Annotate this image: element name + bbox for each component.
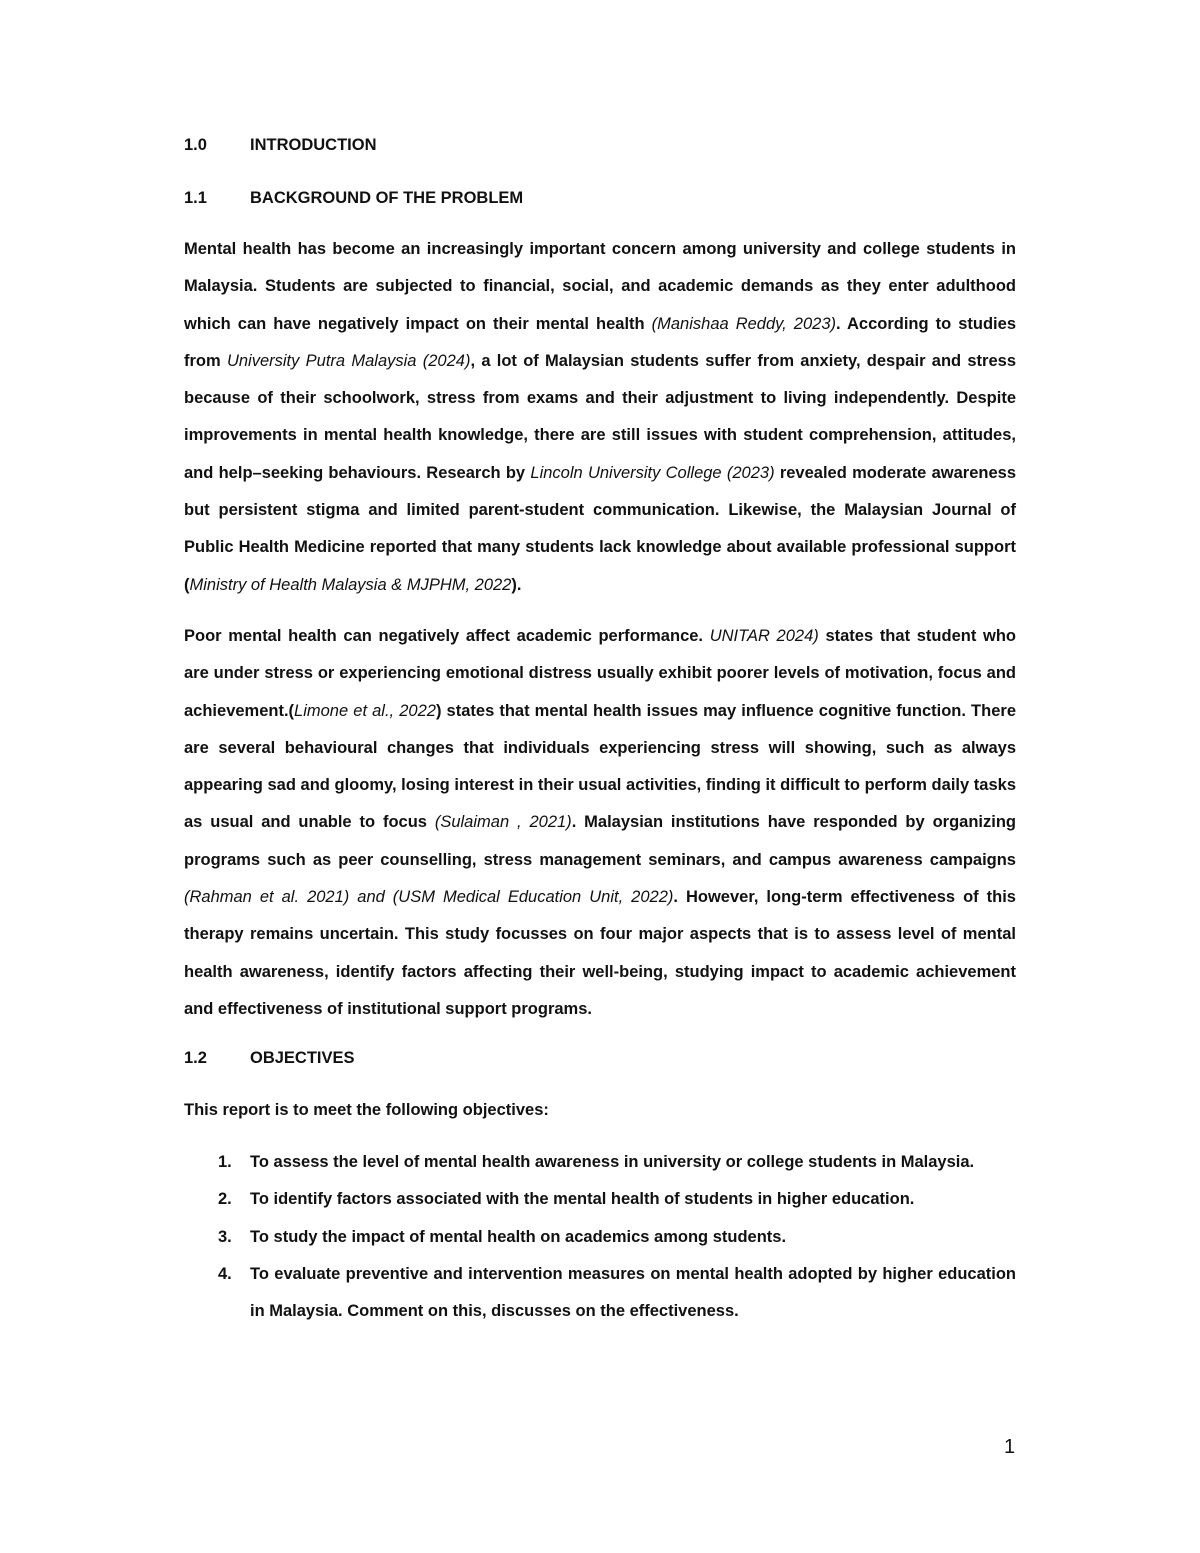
section-heading-objectives	[184, 1049, 355, 1068]
paragraph-text: states that student who are under stress or experiencing emotional distress usually exhibit poorer levels of motivation, focus and achievement.(	[184, 627, 1016, 720]
objectives-intro: This report is to meet the following objectives:	[184, 1101, 549, 1119]
objective-item	[184, 1256, 1016, 1331]
section-heading-background	[184, 189, 523, 208]
objectives-list	[184, 1144, 1016, 1330]
objective-text: To study the impact of mental health on academics among students.	[250, 1227, 787, 1246]
objective-item	[184, 1219, 1016, 1256]
objective-number: 2.	[218, 1190, 232, 1209]
citation: (Rahman et al. 2021) and (USM Medical Education Unit, 2022)	[184, 888, 674, 907]
objective-number: 3.	[218, 1227, 232, 1246]
paragraph-text: Poor mental health can negatively affect academic performance.	[184, 627, 710, 645]
objective-text: To evaluate preventive and intervention measures on mental health adopted by higher education in Malaysia. Comment on this, discusses on the effectiveness.	[250, 1264, 1016, 1321]
paragraph-text: ).	[511, 575, 522, 594]
objective-text: To assess the level of mental health awareness in university or college students in Malaysia.	[250, 1153, 975, 1171]
citation: Lincoln University College (2023)	[530, 463, 775, 482]
background-paragraph-2	[184, 618, 1016, 1028]
section-number: 1.2	[184, 1049, 207, 1067]
objective-item	[184, 1144, 1016, 1181]
objective-item	[184, 1181, 1016, 1218]
paragraph-text: Mental health has become an increasingly important concern among university and college students in Malaysia. Students are subjected to financial, social, and academic demands as they enter adulthood which can have negatively impact on their mental health	[184, 240, 1016, 333]
paragraph-text: . Malaysian institutions have responded by organizing programs such as peer counselling, stress management seminars, and campus awareness campaigns	[184, 813, 1016, 869]
section-title: OBJECTIVES	[250, 1049, 355, 1067]
citation: University Putra Malaysia (2024)	[226, 351, 471, 370]
citation: Ministry of Health Malaysia & MJPHM, 2022	[189, 575, 512, 594]
section-heading-introduction	[184, 136, 377, 155]
paragraph-text: , a lot of Malaysian students suffer from anxiety, despair and stress because of their schoolwork, stress from exams and their adjustment to living independently. Despite improvements in mental health knowledge, there are still issues with student comprehension, attitudes, and help–seeking behaviours. Research by	[184, 351, 1017, 482]
background-paragraph-1	[184, 231, 1016, 604]
paragraph-text: revealed moderate awareness but persistent stigma and limited parent-student communication. Likewise, the Malaysian Journal of Public Health Medicine reported that many students lack knowledge about available professional support (	[184, 463, 1016, 594]
paragraph-text: . However, long-term effectiveness of this therapy remains uncertain. This study focusses on four major aspects that is to assess level of mental health awareness, identify factors affecting their well-being, studying impact to academic achievement and effectiveness of institutional support programs.	[184, 888, 1016, 1018]
citation: Limone et al., 2022	[294, 701, 436, 720]
section-title: BACKGROUND OF THE PROBLEM	[250, 189, 524, 207]
paragraph-text: . According to studies from	[184, 314, 1016, 370]
section-title: INTRODUCTION	[250, 136, 377, 154]
objective-number: 1.	[218, 1153, 232, 1171]
citation: UNITAR 2024)	[709, 627, 819, 645]
citation: (Sulaiman , 2021)	[434, 813, 572, 832]
section-number: 1.1	[184, 189, 207, 207]
objective-text: To identify factors associated with the mental health of students in higher education.	[250, 1190, 915, 1209]
page-number: 1	[1004, 1436, 1016, 1458]
paragraph-text: ) states that mental health issues may influence cognitive function. There are several behavioural changes that individuals experiencing stress will showing, such as always appearing sad and gloomy, losing interest in their usual activities, finding it difficult to perform daily tasks as usual and unable to focus	[184, 701, 1016, 832]
section-number: 1.0	[184, 136, 207, 154]
objective-number: 4.	[218, 1264, 232, 1283]
citation: (Manishaa Reddy, 2023)	[651, 314, 836, 333]
